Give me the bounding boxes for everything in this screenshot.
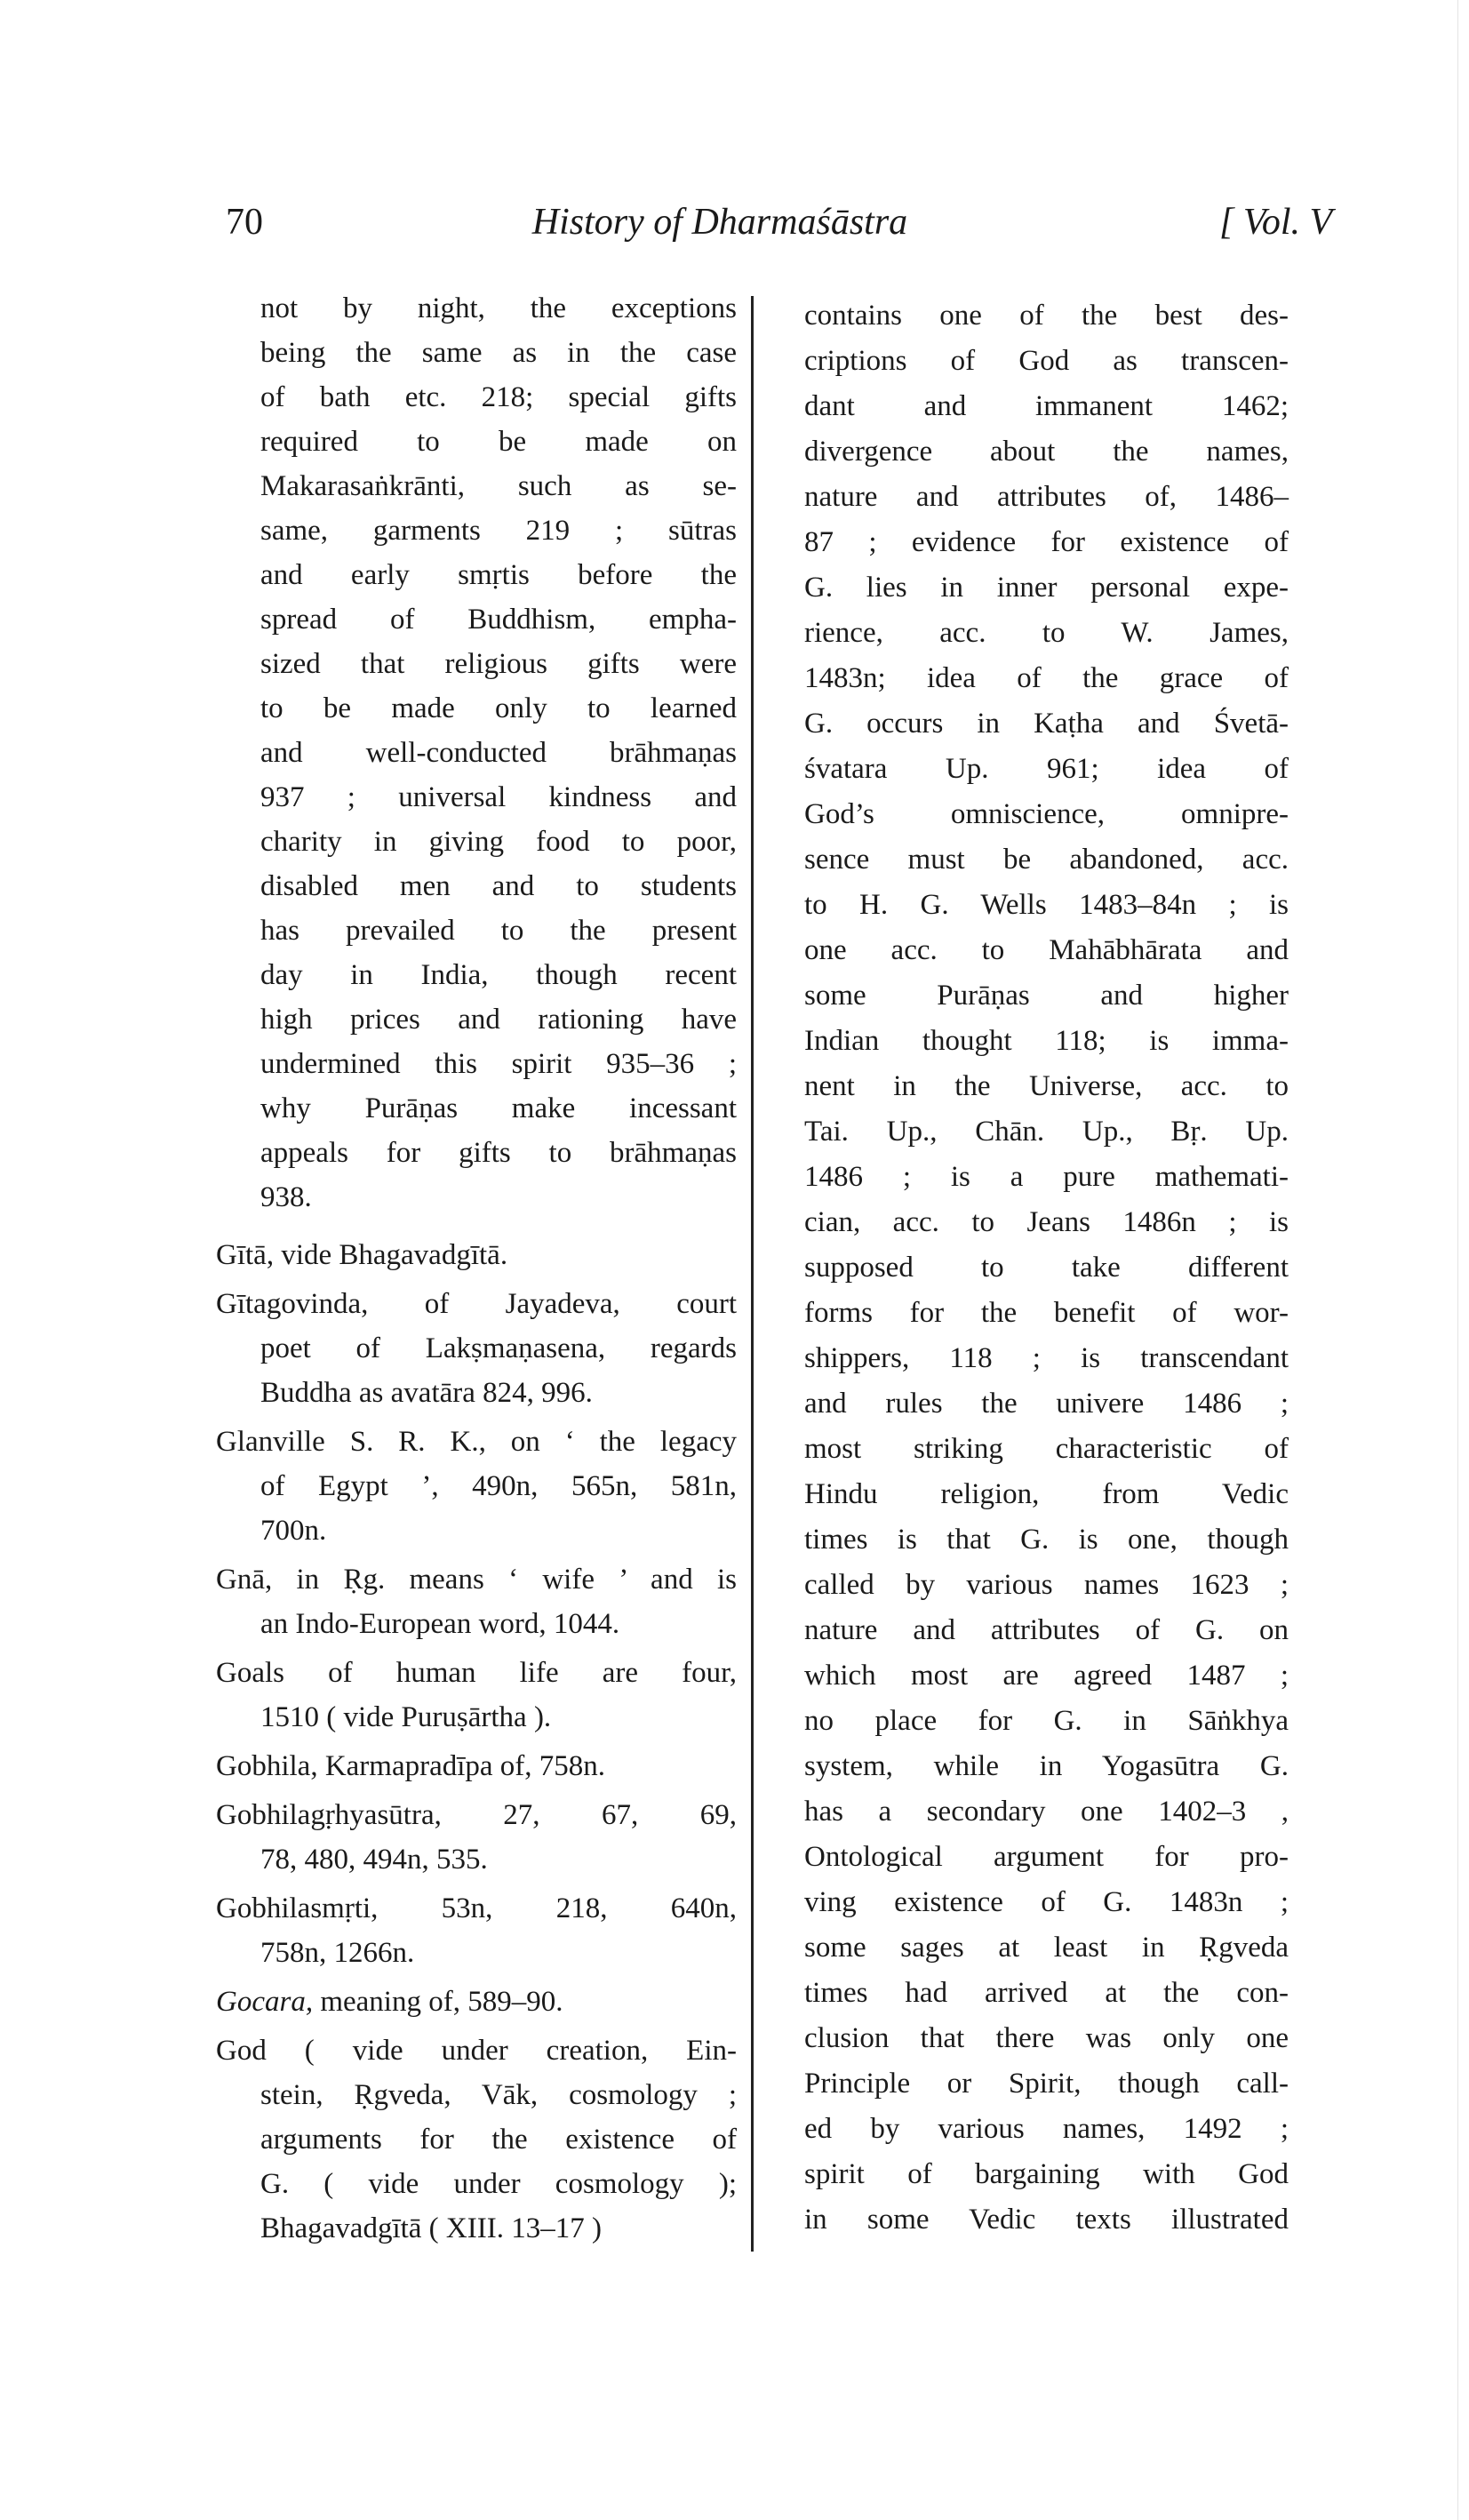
text-line: poet of Lakṣmaṇasena, regards [260,1332,737,1364]
entry-headword: Gocara, [216,1986,314,2018]
text-line: of bath etc. 218; special gifts [260,381,737,413]
text-line: Gītagovinda, of Jayadeva, court [216,1288,737,1320]
page-number: 70 [226,202,263,243]
text-line: and rules the univere 1486 ; [804,1388,1289,1420]
text-line: to be made only to learned [260,692,737,724]
index-entry [216,1282,737,1415]
text-line: spread of Buddhism, empha- [260,604,737,636]
text-line: Gobhila, Karmapradīpa of, 758n. [216,1750,606,1782]
text-line: same, garments 219 ; sūtras [260,515,737,547]
text-line: 78, 480, 494n, 535. [260,1844,488,1876]
text-line: Ontological argument for pro- [804,1841,1289,1873]
text-line: 700n. [260,1515,327,1547]
text-line: sized that religious gifts were [260,648,737,680]
text-line: 758n, 1266n. [260,1937,415,1969]
text-line: spirit of bargaining with God [804,2158,1289,2190]
right-column [804,293,1289,2243]
text-line: dant and immanent 1462; [804,390,1289,422]
text-line: Gobhilagṛhyasūtra, 27, 67, 69, [216,1799,737,1831]
column-divider [751,296,754,2252]
text-line: Goals of human life are four, [216,1657,737,1689]
index-entry [216,1233,737,1277]
text-line: G. lies in inner personal expe- [804,572,1289,604]
index-entry [216,1980,737,2024]
text-line: and well-conducted brāhmaṇas [260,737,737,769]
index-entry [216,1886,737,1975]
text-line: arguments for the existence of [260,2124,737,2156]
entry-text: meaning of, 589–90. [313,1986,563,2018]
text-line: contains one of the best des- [804,300,1289,332]
text-line: disabled men and to students [260,870,737,902]
text-line: not by night, the exceptions [260,292,737,324]
text-line: criptions of God as transcen- [804,345,1289,377]
text-line: Bhagavadgītā ( XIII. 13–17 ) [260,2212,602,2244]
text-line: which most are agreed 1487 ; [804,1660,1289,1692]
text-line: system, while in Yogasūtra G. [804,1750,1289,1782]
text-line: 87 ; evidence for existence of [804,526,1289,558]
text-line: Gītā, vide Bhagavadgītā. [216,1239,508,1271]
text-line: 1486 ; is a pure mathemati- [804,1161,1289,1193]
text-line: shippers, 118 ; is transcendant [804,1342,1289,1374]
text-line: Principle or Spirit, though call- [804,2068,1289,2100]
text-line: G. ( vide under cosmology ); [260,2168,737,2200]
index-entry [216,1651,737,1740]
text-line: Tai. Up., Chān. Up., Bṛ. Up. [804,1116,1289,1148]
continued-entry [216,286,737,1220]
running-title: History of Dharmaśāstra [531,202,908,243]
text-line: in some Vedic texts illustrated [804,2204,1289,2236]
text-line: has a secondary one 1402–3 , [804,1796,1289,1828]
text-line: called by various names 1623 ; [804,1569,1289,1601]
text-line: some Purāṇas and higher [804,980,1289,1012]
text-line: 938. [260,1181,312,1213]
text-line: Makarasaṅkrānti, such as se- [260,470,737,502]
index-entry [216,1744,737,1788]
text-line: Buddha as avatāra 824, 996. [260,1377,593,1409]
text-line: supposed to take different [804,1252,1289,1284]
text-line: 1483n; idea of the grace of [804,662,1289,694]
text-line: God’s omniscience, omnipre- [804,798,1289,830]
text-line: Gobhilasmṛti, 53n, 218, 640n, [216,1892,737,1924]
text-line: Hindu religion, from Vedic [804,1478,1289,1510]
text-line [216,1980,737,2024]
text-line: times had arrived at the con- [804,1977,1289,2009]
text-line: day in India, though recent [260,959,737,991]
page-edge [1457,0,1458,2520]
text-line: nature and attributes of, 1486– [804,481,1289,513]
text-line: appeals for gifts to brāhmaṇas [260,1137,737,1169]
text-line: 1510 ( vide Puruṣārtha ). [260,1701,552,1733]
text-line: Indian thought 118; is imma- [804,1025,1289,1057]
index-entries [216,1233,737,2251]
text-line: God ( vide under creation, Ein- [216,2035,737,2067]
text-line: some sages at least in Ṛgveda [804,1932,1289,1964]
text-line: high prices and rationing have [260,1004,737,1036]
text-line: and early smṛtis before the [260,559,737,591]
text-line: 937 ; universal kindness and [260,781,737,813]
text-line: Gnā, in Ṛg. means ‘ wife ’ and is [216,1564,737,1596]
text-line: forms for the benefit of wor- [804,1297,1289,1329]
text-line: times is that G. is one, though [804,1524,1289,1556]
text-line: required to be made on [260,426,737,458]
text-line: to H. G. Wells 1483–84n ; is [804,889,1289,921]
text-line: an Indo-European word, 1044. [260,1608,620,1640]
text-line: charity in giving food to poor, [260,826,737,858]
text-line: being the same as in the case [260,337,737,369]
text-line: one acc. to Mahābhārata and [804,934,1289,966]
text-line: nature and attributes of G. on [804,1614,1289,1646]
index-entry [216,1793,737,1882]
text-line: no place for G. in Sāṅkhya [804,1705,1289,1737]
index-entry [216,2028,737,2251]
text-line: rience, acc. to W. James, [804,617,1289,649]
text-line: stein, Ṛgveda, Vāk, cosmology ; [260,2079,737,2111]
index-entry [216,1420,737,1553]
text-line: why Purāṇas make incessant [260,1092,737,1124]
text-line: of Egypt ’, 490n, 565n, 581n, [260,1470,737,1502]
text-line: most striking characteristic of [804,1433,1289,1465]
text-line: śvatara Up. 961; idea of [804,753,1289,785]
volume-label: [ Vol. V [1219,202,1333,243]
text-line: undermined this spirit 935–36 ; [260,1048,737,1080]
text-line: divergence about the names, [804,436,1289,468]
index-entry [216,1557,737,1646]
text-line: ed by various names, 1492 ; [804,2113,1289,2145]
text-line: clusion that there was only one [804,2022,1289,2054]
text-line: has prevailed to the present [260,915,737,947]
left-column [216,286,737,2251]
text-line: G. occurs in Kaṭha and Śvetā- [804,708,1289,740]
text-line: ving existence of G. 1483n ; [804,1886,1289,1918]
text-line: sence must be abandoned, acc. [804,844,1289,876]
text-line: nent in the Universe, acc. to [804,1070,1289,1102]
text-line: cian, acc. to Jeans 1486n ; is [804,1206,1289,1238]
text-line: Glanville S. R. K., on ‘ the legacy [216,1426,737,1458]
